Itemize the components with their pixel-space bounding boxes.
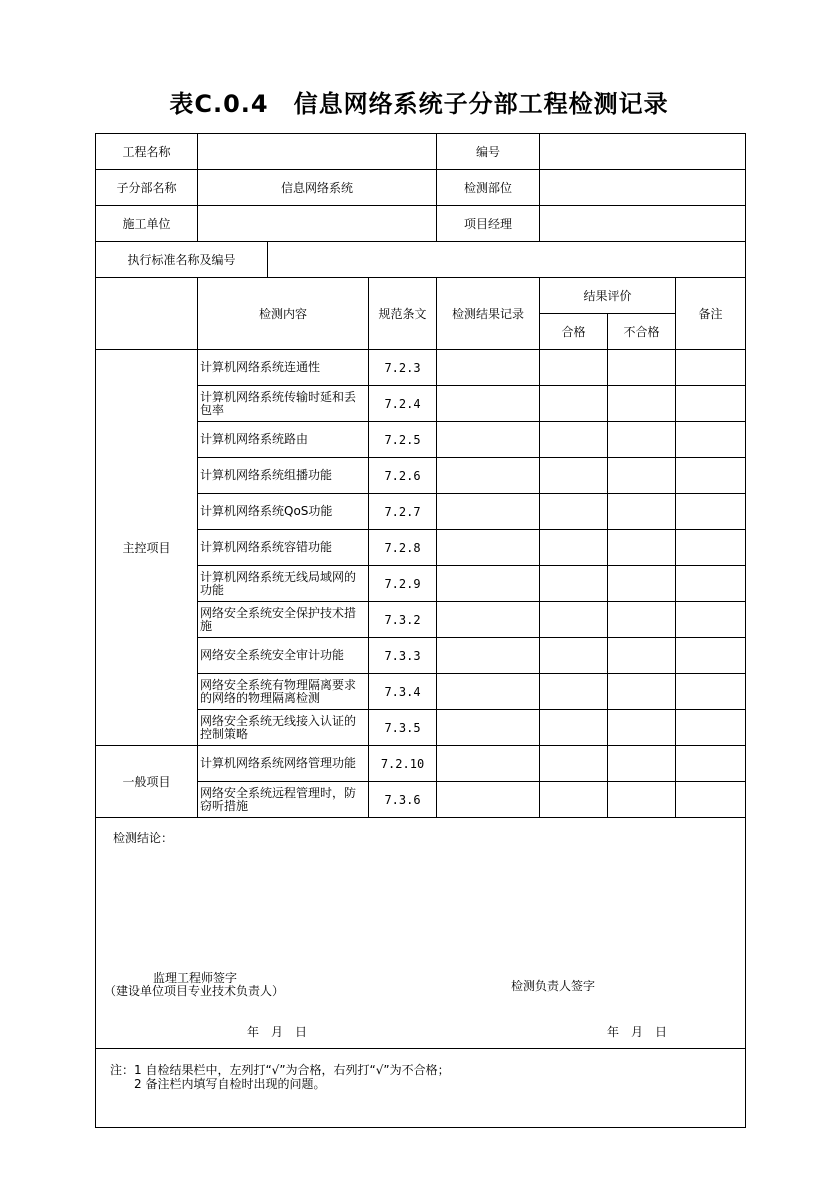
remark-cell[interactable]	[676, 386, 746, 422]
col-fail-header: 不合格	[608, 314, 676, 350]
pass-cell[interactable]	[540, 602, 608, 638]
remark-cell[interactable]	[676, 674, 746, 710]
column-header-row	[96, 278, 746, 314]
item-content: 计算机网络系统组播功能	[198, 458, 369, 494]
notes-row	[96, 1049, 746, 1128]
pass-cell[interactable]	[540, 458, 608, 494]
item-content: 计算机网络系统连通性	[198, 350, 369, 386]
project-name-label: 工程名称	[96, 134, 198, 170]
note-line-1: 注：1 自检结果栏中，左列打“√”为合格，右列打“√”为不合格；	[110, 1063, 450, 1077]
record-cell[interactable]	[437, 386, 540, 422]
conclusion-cell[interactable]	[96, 818, 746, 1049]
item-content: 计算机网络系统路由	[198, 422, 369, 458]
pass-cell[interactable]	[540, 746, 608, 782]
record-cell[interactable]	[437, 350, 540, 386]
pass-cell[interactable]	[540, 494, 608, 530]
pass-cell[interactable]	[540, 422, 608, 458]
header-row-project	[96, 134, 746, 170]
item-clause: 7.2.8	[369, 530, 437, 566]
item-content: 网络安全系统有物理隔离要求的网络的物理隔离检测	[198, 674, 369, 710]
record-cell[interactable]	[437, 782, 540, 818]
pass-cell[interactable]	[540, 386, 608, 422]
item-clause: 7.2.7	[369, 494, 437, 530]
pass-cell[interactable]	[540, 530, 608, 566]
pass-cell[interactable]	[540, 782, 608, 818]
supervisor-sign-label: 监理工程师签字	[153, 971, 238, 985]
conclusion-label: 检测结论：	[113, 831, 174, 845]
col-pass-header: 合格	[540, 314, 608, 350]
record-cell[interactable]	[437, 422, 540, 458]
col-evaluation-header: 结果评价	[540, 278, 676, 314]
fail-cell[interactable]	[608, 674, 676, 710]
fail-cell[interactable]	[608, 602, 676, 638]
item-clause: 7.3.3	[369, 638, 437, 674]
table-row	[96, 350, 746, 386]
group-header-cell	[96, 278, 198, 350]
fail-cell[interactable]	[608, 746, 676, 782]
record-cell[interactable]	[437, 638, 540, 674]
item-clause: 7.2.10	[369, 746, 437, 782]
notes-cell	[96, 1049, 746, 1128]
item-clause: 7.2.6	[369, 458, 437, 494]
record-cell[interactable]	[437, 710, 540, 746]
remark-cell[interactable]	[676, 494, 746, 530]
remark-cell[interactable]	[676, 458, 746, 494]
record-cell[interactable]	[437, 494, 540, 530]
remark-cell[interactable]	[676, 530, 746, 566]
col-clause-header: 规范条文	[369, 278, 437, 350]
item-clause: 7.3.2	[369, 602, 437, 638]
col-content-header: 检测内容	[198, 278, 369, 350]
record-cell[interactable]	[437, 746, 540, 782]
item-content: 网络安全系统无线接入认证的控制策略	[198, 710, 369, 746]
fail-cell[interactable]	[608, 458, 676, 494]
item-content: 计算机网络系统QoS功能	[198, 494, 369, 530]
supervisor-note: （建设单位项目专业技术负责人）	[104, 984, 285, 998]
item-clause: 7.3.5	[369, 710, 437, 746]
inspection-part-field[interactable]	[540, 170, 746, 206]
contractor-field[interactable]	[198, 206, 437, 242]
remark-cell[interactable]	[676, 782, 746, 818]
standard-field[interactable]	[268, 242, 746, 278]
remark-cell[interactable]	[676, 638, 746, 674]
header-row-standard	[96, 242, 746, 278]
manager-field[interactable]	[540, 206, 746, 242]
pass-cell[interactable]	[540, 638, 608, 674]
remark-cell[interactable]	[676, 602, 746, 638]
date-right: 年 月 日	[607, 1025, 668, 1039]
number-label: 编号	[437, 134, 540, 170]
fail-cell[interactable]	[608, 422, 676, 458]
remark-cell[interactable]	[676, 566, 746, 602]
inspection-record-table	[95, 133, 746, 1128]
pass-cell[interactable]	[540, 566, 608, 602]
item-content: 网络安全系统远程管理时，防窃听措施	[198, 782, 369, 818]
col-record-header: 检测结果记录	[437, 278, 540, 350]
item-clause: 7.3.4	[369, 674, 437, 710]
record-cell[interactable]	[437, 674, 540, 710]
item-content: 计算机网络系统容错功能	[198, 530, 369, 566]
date-left: 年 月 日	[247, 1025, 308, 1039]
fail-cell[interactable]	[608, 494, 676, 530]
page-title: 表C.0.4 信息网络系统子分部工程检测记录	[169, 90, 669, 118]
group-label-main: 主控项目	[96, 350, 198, 746]
item-content: 计算机网络系统网络管理功能	[198, 746, 369, 782]
fail-cell[interactable]	[608, 566, 676, 602]
fail-cell[interactable]	[608, 710, 676, 746]
standard-label: 执行标准名称及编号	[96, 242, 268, 278]
fail-cell[interactable]	[608, 782, 676, 818]
subsection-label: 子分部名称	[96, 170, 198, 206]
col-remark-header: 备注	[676, 278, 746, 350]
item-content: 网络安全系统安全审计功能	[198, 638, 369, 674]
record-cell[interactable]	[437, 530, 540, 566]
inspector-sign-label: 检测负责人签字	[511, 979, 596, 993]
inspection-part-label: 检测部位	[437, 170, 540, 206]
item-content: 网络安全系统安全保护技术措施	[198, 602, 369, 638]
fail-cell[interactable]	[608, 386, 676, 422]
conclusion-row	[96, 818, 746, 1049]
header-row-contractor	[96, 206, 746, 242]
fail-cell[interactable]	[608, 350, 676, 386]
item-clause: 7.3.6	[369, 782, 437, 818]
group-label-general: 一般项目	[96, 746, 198, 818]
item-clause: 7.2.5	[369, 422, 437, 458]
item-content: 计算机网络系统无线局域网的功能	[198, 566, 369, 602]
record-cell[interactable]	[437, 566, 540, 602]
note-line-2: 2 备注栏内填写自检时出现的问题。	[110, 1077, 326, 1091]
remark-cell[interactable]	[676, 746, 746, 782]
table-row	[96, 746, 746, 782]
fail-cell[interactable]	[608, 638, 676, 674]
item-content: 计算机网络系统传输时延和丢包率	[198, 386, 369, 422]
project-name-field[interactable]	[198, 134, 437, 170]
record-cell[interactable]	[437, 602, 540, 638]
pass-cell[interactable]	[540, 350, 608, 386]
pass-cell[interactable]	[540, 710, 608, 746]
item-clause: 7.2.4	[369, 386, 437, 422]
remark-cell[interactable]	[676, 422, 746, 458]
remark-cell[interactable]	[676, 350, 746, 386]
manager-label: 项目经理	[437, 206, 540, 242]
pass-cell[interactable]	[540, 674, 608, 710]
subsection-field[interactable]: 信息网络系统	[198, 170, 437, 206]
fail-cell[interactable]	[608, 530, 676, 566]
item-clause: 7.2.9	[369, 566, 437, 602]
header-row-subsection	[96, 170, 746, 206]
contractor-label: 施工单位	[96, 206, 198, 242]
record-cell[interactable]	[437, 458, 540, 494]
number-field[interactable]	[540, 134, 746, 170]
remark-cell[interactable]	[676, 710, 746, 746]
item-clause: 7.2.3	[369, 350, 437, 386]
